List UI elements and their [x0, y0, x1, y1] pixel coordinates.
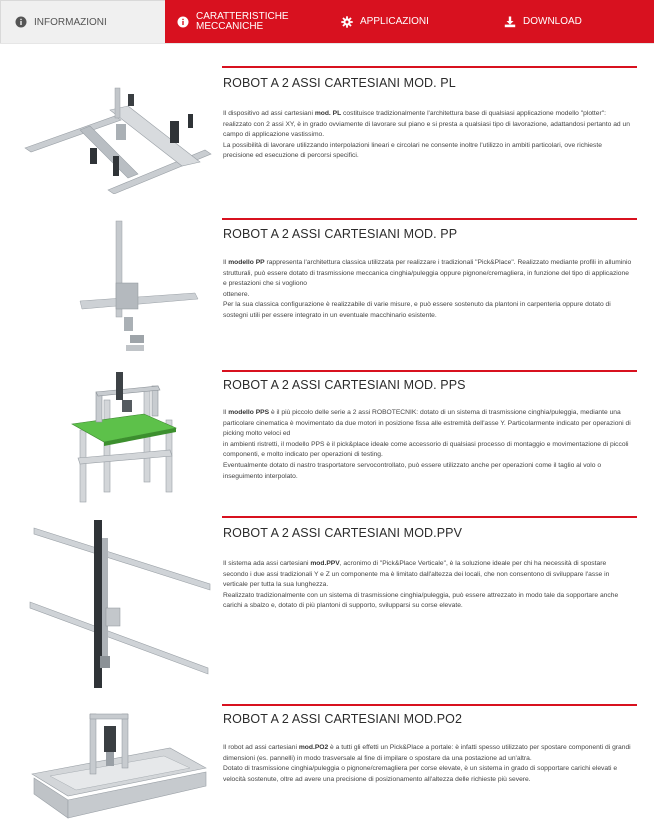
section-divider [222, 370, 637, 372]
tab-caratteristiche-meccaniche-label: CARATTERISTICHE MECCANICHE [196, 10, 289, 32]
description-paragraph: La possibilità di lavorare utilizzando interpolazioni lineari e circolari ne consente inoltre l'utilizzo in ambiti particolari, ove richieste precisione ed esecuzione di percorsi specifici. [223, 141, 602, 160]
info-circle-icon [15, 16, 27, 28]
section-description [223, 743, 633, 785]
model-name: mod.PO2 [298, 744, 329, 751]
tab-divider [0, 43, 654, 44]
product-section-pps [0, 370, 654, 505]
tab-bar [0, 0, 654, 43]
tab-download-label: DOWNLOAD [523, 16, 582, 27]
description-paragraph: Dotato di trasmissione cinghia/puleggia o pignone/cremagliera per corse elevate, è un sistema in grado di sopportare carichi elevati e velocità sostenute, oltre ad avere una precisione di posizionamento all'altezza delle richieste più severe. [223, 765, 618, 783]
description-paragraph: Per la sua classica configurazione è realizzabile di varie misure, e può essere sostenuto da plantoni in carpenteria oppure dotato di sostegni utili per essere integrato in un eventuale macchinario esistente. [223, 301, 611, 319]
tab-caratteristiche-meccaniche[interactable] [165, 0, 328, 43]
robot-po2-image [20, 712, 215, 824]
section-body [222, 66, 637, 196]
tab-download[interactable] [490, 0, 654, 43]
robot-pl-image [20, 86, 215, 194]
section-title: ROBOT A 2 ASSI CARTESIANI MOD. PP [223, 227, 458, 241]
description-paragraph: ottenere. [223, 290, 250, 298]
model-name: mod. PL [314, 110, 342, 117]
text-run: Il dispositivo ad assi cartesiani [223, 110, 315, 117]
description-paragraph [223, 743, 633, 764]
section-description [223, 559, 633, 612]
section-body [222, 704, 637, 824]
model-name: modello PPS [228, 409, 270, 416]
section-title: ROBOT A 2 ASSI CARTESIANI MOD. PPS [223, 378, 466, 392]
model-name: modello PP [228, 259, 265, 266]
robot-pps-image [20, 370, 215, 505]
description-paragraph: in ambienti ristretti, il modello PPS è il pick&place ideale come accessorio di qualsiasi processo di montaggio e movimentazione di piccoli componenti, e molto indicato per operazioni di testing. [223, 440, 629, 459]
section-divider [222, 704, 637, 706]
section-description [223, 408, 633, 482]
tab-informazioni[interactable] [0, 0, 165, 43]
section-body [222, 516, 637, 694]
product-section-po2 [0, 704, 654, 824]
description-paragraph [223, 559, 633, 591]
section-title: ROBOT A 2 ASSI CARTESIANI MOD.PO2 [223, 712, 463, 726]
section-title: ROBOT A 2 ASSI CARTESIANI MOD. PL [223, 76, 456, 90]
section-title: ROBOT A 2 ASSI CARTESIANI MOD.PPV [223, 526, 463, 540]
robot-pp-image [20, 219, 215, 359]
section-body [222, 218, 637, 358]
section-divider [222, 516, 637, 518]
description-paragraph [223, 408, 633, 440]
product-section-pl [0, 66, 654, 196]
text-run: Il [223, 259, 229, 266]
description-paragraph: Realizzato tradizionalmente con un sistema di trasmissione cinghia/puleggia, può essere attrezzato in modo tale da sopportare anche carichi a sbalzo e, dotato di più plantoni di supporto, svilupparsi su corse elevate. [223, 591, 619, 610]
product-section-pp [0, 219, 654, 359]
description-paragraph: Eventualmente dotato di nastro trasportatore servocontrollato, può essere utilizzato anche per operazioni come il taglio al volo o inseguimento interpolato. [223, 461, 602, 480]
download-icon [504, 16, 516, 28]
robot-ppv-image [20, 516, 215, 694]
tab-applicazioni[interactable] [328, 0, 490, 43]
section-description [223, 109, 633, 162]
text-run: costituisce tradizionalmente l'architettura base di qualsiasi applicazione modello "plotter": realizzato con 2 assi XY, è in grado ovviamente di lavorare sul piano e si presta a qualsiasi tipo di lavorazione, adattandosi pertanto ad un campo di applicazione vastissimo. [223, 110, 630, 139]
description-paragraph [223, 258, 633, 290]
text-run: è il più piccolo delle serie a 2 assi ROBOTECNIK: dotato di un sistema di trasmissione cinghia/puleggia, mediante una particolare cinematica è movimentato da due motori in posizione fissa alle estremità dell'asse Y. Particolarmente indicato per operazioni di picking molto veloci ed [223, 409, 631, 438]
product-section-ppv [0, 516, 654, 694]
text-run: , acronimo di "Pick&Place Verticale", è la soluzione ideale per chi ha necessità di spostare secondo i due assi tradizionali Y e Z un componente ma è limitato dall'altezza dei locali, che non consentono di sviluppare l'asse in verticale per tutta la sua lunghezza. [223, 560, 610, 589]
section-body [222, 370, 637, 505]
text-run: è a tutti gli effetti un Pick&Place a portale: è infatti spesso utilizzato per spostare componenti di grandi dimensioni (es. pannelli) in modo trasversale al fine di impilare o spostare da una postazione ad un'altra. [223, 744, 631, 762]
description-paragraph [223, 109, 633, 141]
section-divider [222, 218, 637, 220]
text-run: Il sistema ada assi cartesiani [223, 560, 311, 567]
section-description [223, 258, 633, 322]
gear-icon [341, 16, 353, 28]
info-circle-icon [177, 16, 189, 28]
tab-informazioni-label: INFORMAZIONI [34, 16, 107, 28]
text-run: Il [223, 409, 229, 416]
text-run: rappresenta l'architettura classica utilizzata per realizzare i tradizionali "Pick&Place". Realizzato mediante profili in alluminio strutturali, può essere dotato di trasmissione meccanica cinghia/puleggia oppure pignone/cremagliera, in funzione del tipo di applicazione e prestazioni che si vogliono [223, 259, 632, 288]
section-divider [222, 66, 637, 68]
tab-applicazioni-label: APPLICAZIONI [360, 16, 429, 27]
text-run: Il robot ad assi cartesiani [223, 744, 299, 751]
model-name: mod.PPV [310, 560, 340, 567]
